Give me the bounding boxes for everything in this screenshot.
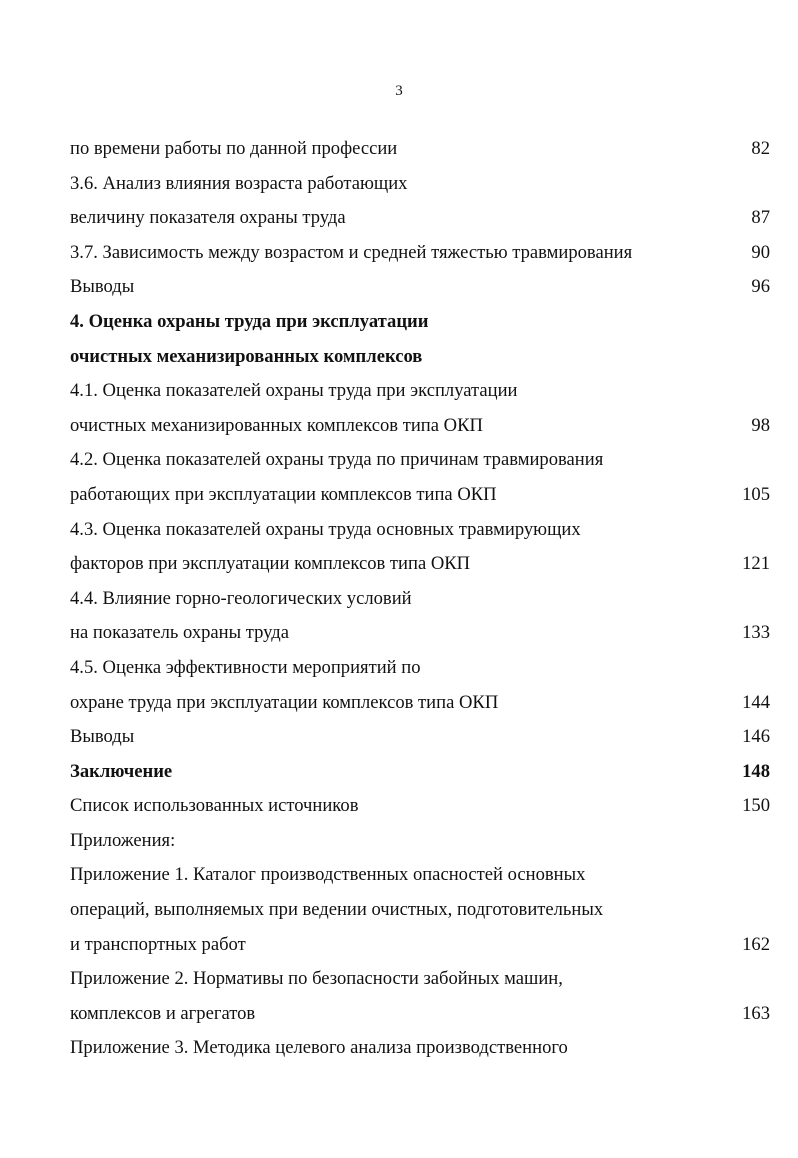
toc-entry-page: 163 xyxy=(742,1002,770,1024)
toc-entry xyxy=(70,720,770,755)
toc-entry-page: 105 xyxy=(742,483,770,505)
toc-entry xyxy=(70,928,770,963)
toc-entry-title: факторов при эксплуатации комплексов типа ОКП xyxy=(70,553,471,575)
toc-entry xyxy=(70,340,770,375)
toc-entry-title: 4.1. Оценка показателей охраны труда при эксплуатации xyxy=(70,380,518,402)
toc-entry-title: Приложения: xyxy=(70,829,176,851)
toc-entry xyxy=(70,201,770,236)
toc-entry-title: работающих при эксплуатации комплексов типа ОКП xyxy=(70,483,497,505)
toc-entry xyxy=(70,236,770,271)
toc-entry xyxy=(70,824,770,859)
toc-entry-page: 133 xyxy=(742,622,770,644)
toc-entry-page: 90 xyxy=(751,241,770,263)
toc-entry-title: 4.3. Оценка показателей охраны труда основных травмирующих xyxy=(70,518,581,540)
toc-entry-page: 146 xyxy=(742,726,770,748)
toc-entry-title: очистных механизированных комплексов xyxy=(70,345,423,367)
toc-entry xyxy=(70,132,770,167)
toc-entry-title: Выводы xyxy=(70,276,135,298)
toc-entry xyxy=(70,374,770,409)
toc-entry-title: 4.5. Оценка эффективности мероприятий по xyxy=(70,656,421,678)
toc-entry-title: 4.2. Оценка показателей охраны труда по причинам травмирования xyxy=(70,449,604,471)
toc-entry xyxy=(70,651,770,686)
toc-entry-page: 82 xyxy=(751,138,770,159)
toc-entry xyxy=(70,547,770,582)
toc-entry xyxy=(70,305,770,340)
toc-entry-title: Приложение 1. Каталог производственных опасностей основных xyxy=(70,864,586,886)
toc-entry-title: 4. Оценка охраны труда при эксплуатации xyxy=(70,310,429,332)
toc-entry-page: 148 xyxy=(742,760,770,782)
toc-entry-title: очистных механизированных комплексов типа ОКП xyxy=(70,414,483,436)
toc-entry-title: Список использованных источников xyxy=(70,795,359,817)
toc-entry-title: охране труда при эксплуатации комплексов типа ОКП xyxy=(70,691,499,713)
page-number: 3 xyxy=(395,83,403,99)
toc-entry xyxy=(70,443,770,478)
toc-entry-title: величину показателя охраны труда xyxy=(70,207,346,229)
toc-entry xyxy=(70,893,770,928)
toc-entry-title: на показатель охраны труда xyxy=(70,622,290,644)
toc-entry-title: 4.4. Влияние горно-геологических условий xyxy=(70,587,412,609)
toc-entry-page: 121 xyxy=(742,553,770,575)
toc-entry xyxy=(70,789,770,824)
toc-entry-title: 3.7. Зависимость между возрастом и средней тяжестью травмирования xyxy=(70,241,633,263)
toc-entry-page: 162 xyxy=(742,933,770,955)
toc-entry xyxy=(70,582,770,617)
toc-entry-title: по времени работы по данной профессии xyxy=(70,138,398,159)
toc-entry-title: и транспортных работ xyxy=(70,933,246,955)
toc-entry xyxy=(70,270,770,305)
toc-entry xyxy=(70,997,770,1032)
toc-entry xyxy=(70,478,770,513)
toc-entry-title: 3.6. Анализ влияния возраста работающих xyxy=(70,172,408,194)
toc-entry-title: Приложение 3. Методика целевого анализа производственного xyxy=(70,1037,568,1059)
toc-entry-title: Выводы xyxy=(70,726,135,748)
table-of-contents xyxy=(70,132,770,1066)
toc-entry-title: комплексов и агрегатов xyxy=(70,1002,256,1024)
toc-entry-page: 144 xyxy=(742,691,770,713)
toc-entry xyxy=(70,409,770,444)
toc-entry-title: Приложение 2. Нормативы по безопасности забойных машин, xyxy=(70,968,563,990)
toc-entry xyxy=(70,755,770,790)
toc-entry-title: Заключение xyxy=(70,760,173,782)
toc-entry-title: операций, выполняемых при ведении очистных, подготовительных xyxy=(70,899,604,921)
toc-entry-page: 98 xyxy=(751,414,770,436)
toc-entry xyxy=(70,686,770,721)
toc-entry xyxy=(70,167,770,202)
toc-entry xyxy=(70,858,770,893)
toc-entry-page: 96 xyxy=(751,276,770,298)
toc-entry xyxy=(70,1031,770,1066)
toc-entry-page: 150 xyxy=(742,795,770,817)
toc-entry xyxy=(70,513,770,548)
toc-entry xyxy=(70,962,770,997)
toc-entry xyxy=(70,616,770,651)
toc-entry-page: 87 xyxy=(751,207,770,229)
